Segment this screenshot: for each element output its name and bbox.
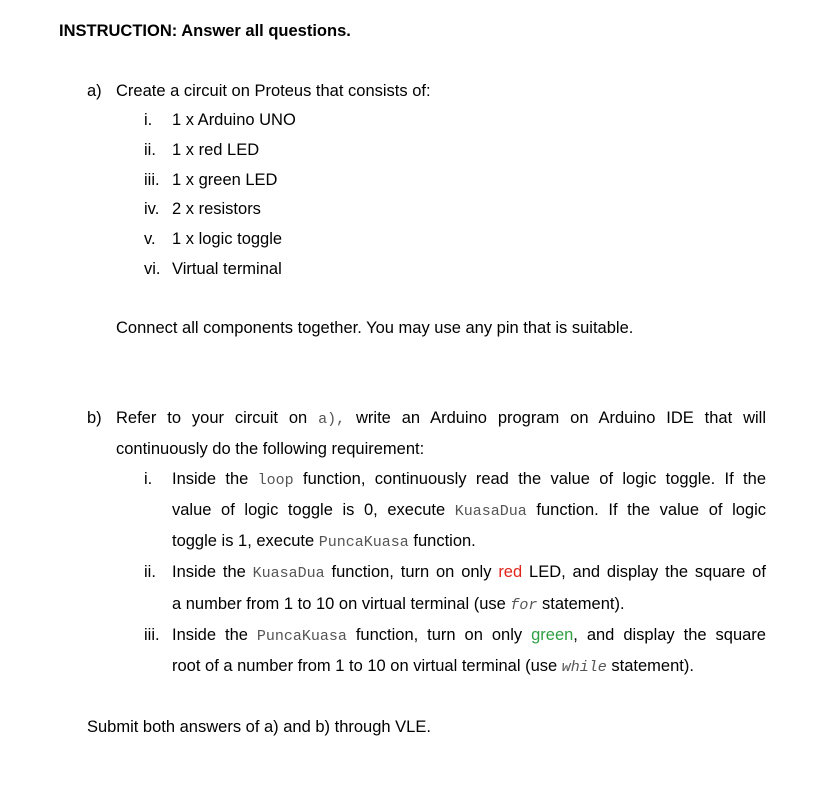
text-run: toggle is 1, execute — [172, 532, 315, 550]
green-word: green — [531, 626, 574, 644]
text-run: write an Arduino program on Arduino IDE that will — [356, 409, 766, 427]
part-b-item-num: ii. — [144, 563, 156, 581]
part-b-item3-line-2 — [172, 656, 694, 678]
text-run: function, turn on only — [331, 563, 492, 581]
part-b-item1-line-2 — [172, 500, 766, 522]
code-ref: loop — [257, 472, 294, 489]
text-run: statement). — [542, 595, 625, 613]
part-a-item-num: vi. — [144, 260, 161, 278]
text-run: statement). — [611, 657, 694, 675]
part-b-label: b) — [87, 409, 102, 427]
code-ref: KuasaDua — [454, 503, 527, 520]
code-ref: PuncaKuasa — [318, 534, 409, 551]
part-a-item-num: v. — [144, 230, 156, 248]
part-a-item-text: 1 x red LED — [172, 141, 260, 159]
code-ref: for — [510, 597, 538, 614]
part-b-item1-line-1 — [172, 469, 766, 491]
part-a-item-num: ii. — [144, 141, 156, 159]
part-b-item-num: iii. — [144, 626, 160, 644]
part-a-connect-note: Connect all components together. You may use any pin that is suitable. — [116, 319, 634, 337]
submit-note: Submit both answers of a) and b) through VLE. — [87, 718, 431, 736]
text-run: function. — [413, 532, 476, 550]
part-b-item2-line-1 — [172, 562, 766, 584]
text-run: Inside the — [172, 563, 246, 581]
part-b-item1-line-3 — [172, 531, 476, 553]
part-a-item-text: Virtual terminal — [172, 260, 282, 278]
part-a-item-text: 1 x Arduino UNO — [172, 111, 296, 129]
part-a-item-num: iii. — [144, 171, 160, 189]
part-a-item-num: i. — [144, 111, 153, 129]
instruction-heading: INSTRUCTION: Answer all questions. — [59, 22, 351, 40]
text-run: function, continuously read the value of logic toggle. If the — [303, 470, 766, 488]
part-a-label: a) — [87, 82, 102, 100]
part-b-item2-line-2 — [172, 594, 625, 616]
text-run: , and display the square — [573, 626, 766, 644]
part-a-item-text: 2 x resistors — [172, 200, 261, 218]
code-ref: while — [561, 659, 607, 676]
part-a-item-text: 1 x green LED — [172, 171, 278, 189]
text-run: Inside the — [172, 626, 248, 644]
part-a-item-num: iv. — [144, 200, 160, 218]
part-b-line-1 — [116, 408, 766, 430]
part-a-intro: Create a circuit on Proteus that consists of: — [116, 82, 431, 100]
text-run: Refer to your circuit on — [116, 409, 308, 427]
text-run: function, turn on only — [355, 626, 523, 644]
code-ref: KuasaDua — [252, 565, 325, 582]
part-b-item3-line-1 — [172, 625, 766, 647]
red-word: red — [498, 563, 523, 581]
part-b-item-num: i. — [144, 470, 153, 488]
code-ref: PuncaKuasa — [256, 628, 347, 645]
text-run: a number from 1 to 10 on virtual terminal (use — [172, 595, 506, 613]
text-run: LED, and display the square of — [529, 563, 766, 581]
part-b-line-2: continuously do the following requirement: — [116, 440, 425, 458]
text-run: Inside the — [172, 470, 249, 488]
text-run: root of a number from 1 to 10 on virtual terminal (use — [172, 657, 558, 675]
part-a-item-text: 1 x logic toggle — [172, 230, 283, 248]
code-ref: a), — [318, 411, 346, 428]
text-run: value of logic toggle is 0, execute — [172, 501, 446, 519]
text-run: function. If the value of logic — [536, 501, 766, 519]
